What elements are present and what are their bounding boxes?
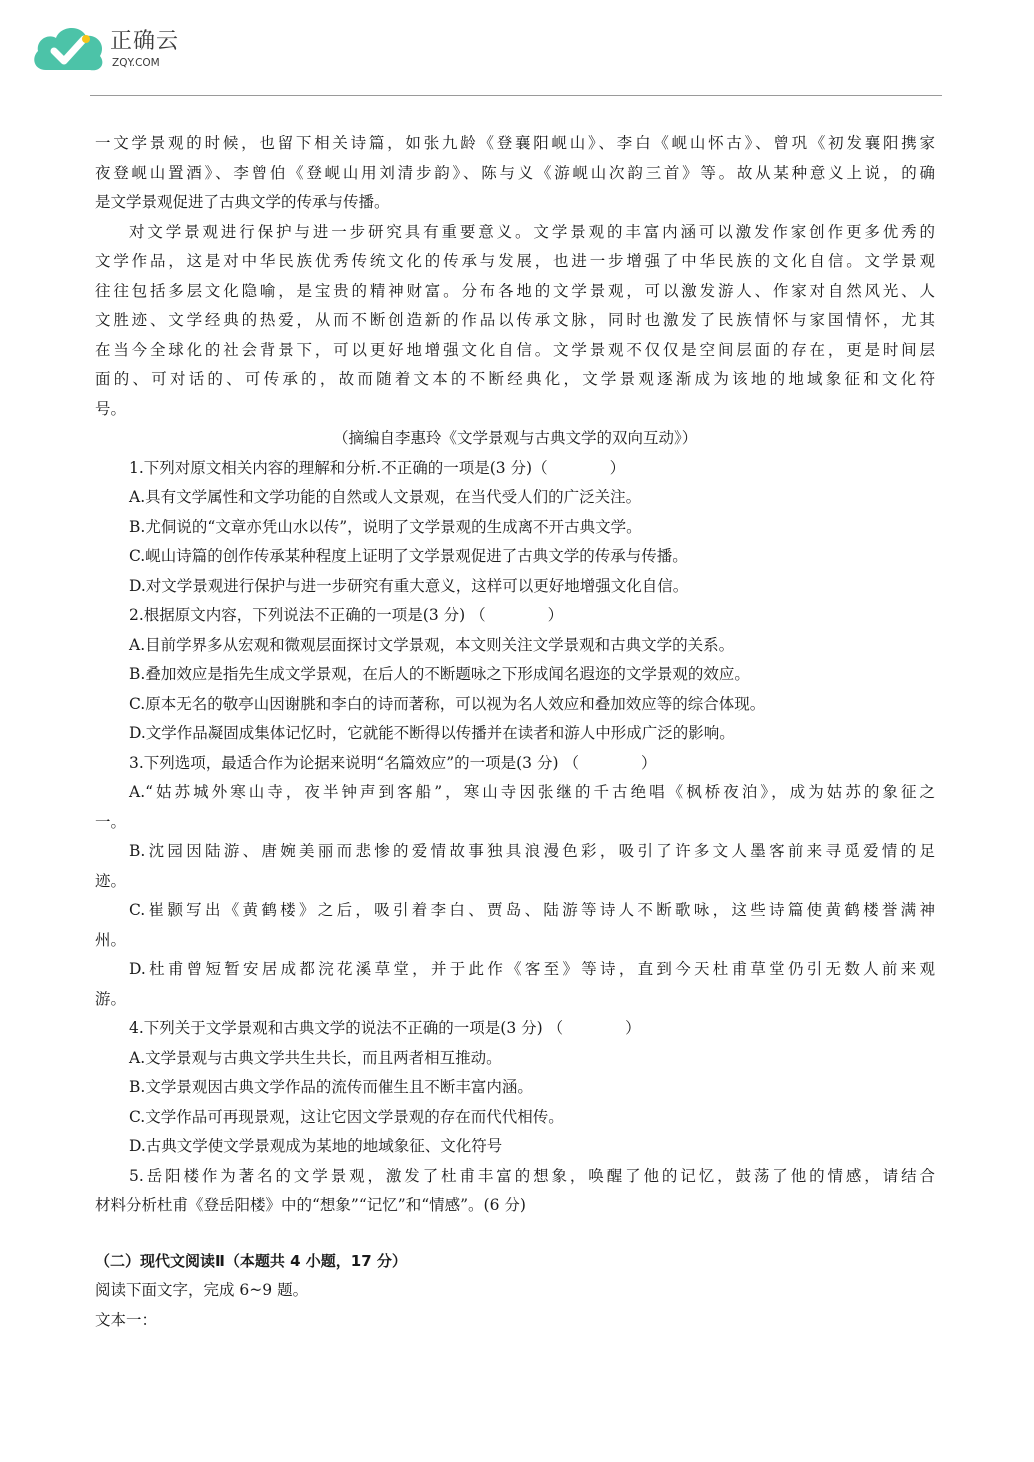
question-3-option-d: D.杜甫曾短暂安居成都浣花溪草堂，并于此作《客至》等诗，直到今天杜甫草堂仍引无数人前来观	[129, 960, 935, 978]
logo-domain: ZQY.COM	[112, 57, 160, 69]
passage-line: 文胜迹、文学经典的热爱，从而不断创造新的作品以传承文脉，同时也激发了民族情怀与家国情怀，尤其	[95, 311, 935, 329]
question-3-option-d-cont: 游。	[95, 989, 127, 1008]
question-2-option-a: A.目前学界多从宏观和微观层面探讨文学景观，本文则关注文学景观和古典文学的关系。	[129, 635, 735, 654]
question-4-option-c: C.文学作品可再现景观，这让它因文学景观的存在而代代相传。	[129, 1107, 564, 1126]
question-2-stem: 2.根据原文内容，下列说法不正确的一项是(3 分) （ ）	[129, 606, 564, 624]
logo-name: 正确云	[110, 29, 180, 54]
question-1-stem: 1.下列对原文相关内容的理解和分析.不正确的一项是(3 分)（ ）	[129, 458, 626, 477]
passage-line: 一文学景观的时候，也留下相关诗篇，如张九龄《登襄阳岘山》、李白《岘山怀古》、曾巩《初发襄阳携家	[95, 134, 935, 152]
passage-line: 是文学景观促进了古典文学的传承与传播。	[95, 193, 390, 211]
question-1-option-c: C.岘山诗篇的创作传承某种程度上证明了文学景观促进了古典文学的传承与传播。	[129, 547, 688, 565]
section-gap	[95, 1221, 935, 1247]
question-3-option-b: B.沈园因陆游、唐婉美丽而悲惨的爱情故事独具浪漫色彩，吸引了许多文人墨客前来寻觅爱情的足	[129, 842, 935, 860]
question-5-stem-cont: 材料分析杜甫《登岳阳楼》中的“想象”“记忆”和“情感”。(6 分)	[95, 1196, 526, 1214]
question-3-option-a: A.“姑苏城外寒山寺，夜半钟声到客船”，寒山寺因张继的千古绝唱《枫桥夜泊》，成为姑苏的象征之	[129, 783, 935, 801]
passage-line: 文学作品，这是对中华民族优秀传统文化的传承与发展，也进一步增强了中华民族的文化自信。文学景观	[95, 252, 935, 270]
passage-line: 夜登岘山置酒》、李曾伯《登岘山用刘清步韵》、陈与义《游岘山次韵三首》等。故从某种意义上说，的确	[95, 163, 935, 182]
question-4-option-b: B.文学景观因古典文学作品的流传而催生且不断丰富内涵。	[129, 1078, 533, 1096]
question-3-stem: 3.下列选项，最适合作为论据来说明“名篇效应”的一项是(3 分) （ ）	[129, 753, 657, 772]
question-1-option-b: B.尤侗说的“文章亦凭山水以传”，说明了文学景观的生成离不开古典文学。	[129, 517, 642, 536]
passage-line: 面的、可对话的、可传承的，故而随着文本的不断经典化，文学景观逐渐成为该地的地域象征和文化符	[95, 370, 935, 388]
cloud-check-icon	[30, 18, 108, 78]
question-3-option-a-cont: 一。	[95, 812, 127, 831]
passage-line: 往往包括多层文化隐喻，是宝贵的精神财富。分布各地的文学景观，可以激发游人、作家对自然风光、人	[95, 281, 935, 300]
question-1-option-a: A.具有文学属性和文学功能的自然或人文景观，在当代受人们的广泛关注。	[129, 488, 642, 506]
header-divider	[90, 95, 942, 96]
question-4-stem: 4.下列关于文学景观和古典文学的说法不正确的一项是(3 分) （ ）	[129, 1019, 641, 1037]
section-2-instruction: 阅读下面文字，完成 6~9 题。	[95, 1281, 309, 1299]
question-2-option-d: D.文学作品凝固成集体记忆时，它就能不断得以传播并在读者和游人中形成广泛的影响。	[129, 724, 735, 742]
document-body	[95, 129, 935, 1335]
question-3-option-b-cont: 迹。	[95, 871, 127, 890]
question-2-option-b: B.叠加效应是指先生成文学景观，在后人的不断题咏之下形成闻名遐迩的文学景观的效应。	[129, 665, 750, 683]
question-4-option-d: D.古典文学使文学景观成为某地的地域象征、文化符号	[129, 1137, 503, 1155]
passage-source: （摘编自李惠玲《文学景观与古典文学的双向互动》）	[333, 429, 698, 447]
text-one-label: 文本一：	[95, 1310, 158, 1329]
section-2-heading: （二）现代文阅读Ⅱ（本题共 4 小题，17 分）	[95, 1251, 407, 1270]
passage-line: 对文学景观进行保护与进一步研究具有重要意义。文学景观的丰富内涵可以激发作家创作更多优秀的	[129, 222, 935, 241]
zqy-logo	[30, 18, 190, 78]
passage-line: 号。	[95, 399, 127, 418]
question-5-stem: 5.岳阳楼作为著名的文学景观，激发了杜甫丰富的想象，唤醒了他的记忆，鼓荡了他的情感，请结合	[129, 1166, 935, 1185]
question-1-option-d: D.对文学景观进行保护与进一步研究有重大意义，这样可以更好地增强文化自信。	[129, 576, 689, 595]
question-4-option-a: A.文学景观与古典文学共生共长，而且两者相互推动。	[129, 1048, 502, 1067]
question-2-option-c: C.原本无名的敬亭山因谢朓和李白的诗而著称，可以视为名人效应和叠加效应等的综合体现。	[129, 694, 766, 713]
question-3-option-c-cont: 州。	[95, 930, 127, 949]
passage-line: 在当今全球化的社会背景下，可以更好地增强文化自信。文学景观不仅仅是空间层面的存在，更是时间层	[95, 340, 935, 359]
question-3-option-c: C.崔颢写出《黄鹤楼》之后，吸引着李白、贾岛、陆游等诗人不断歌咏，这些诗篇使黄鹤楼誉满神	[129, 901, 935, 919]
